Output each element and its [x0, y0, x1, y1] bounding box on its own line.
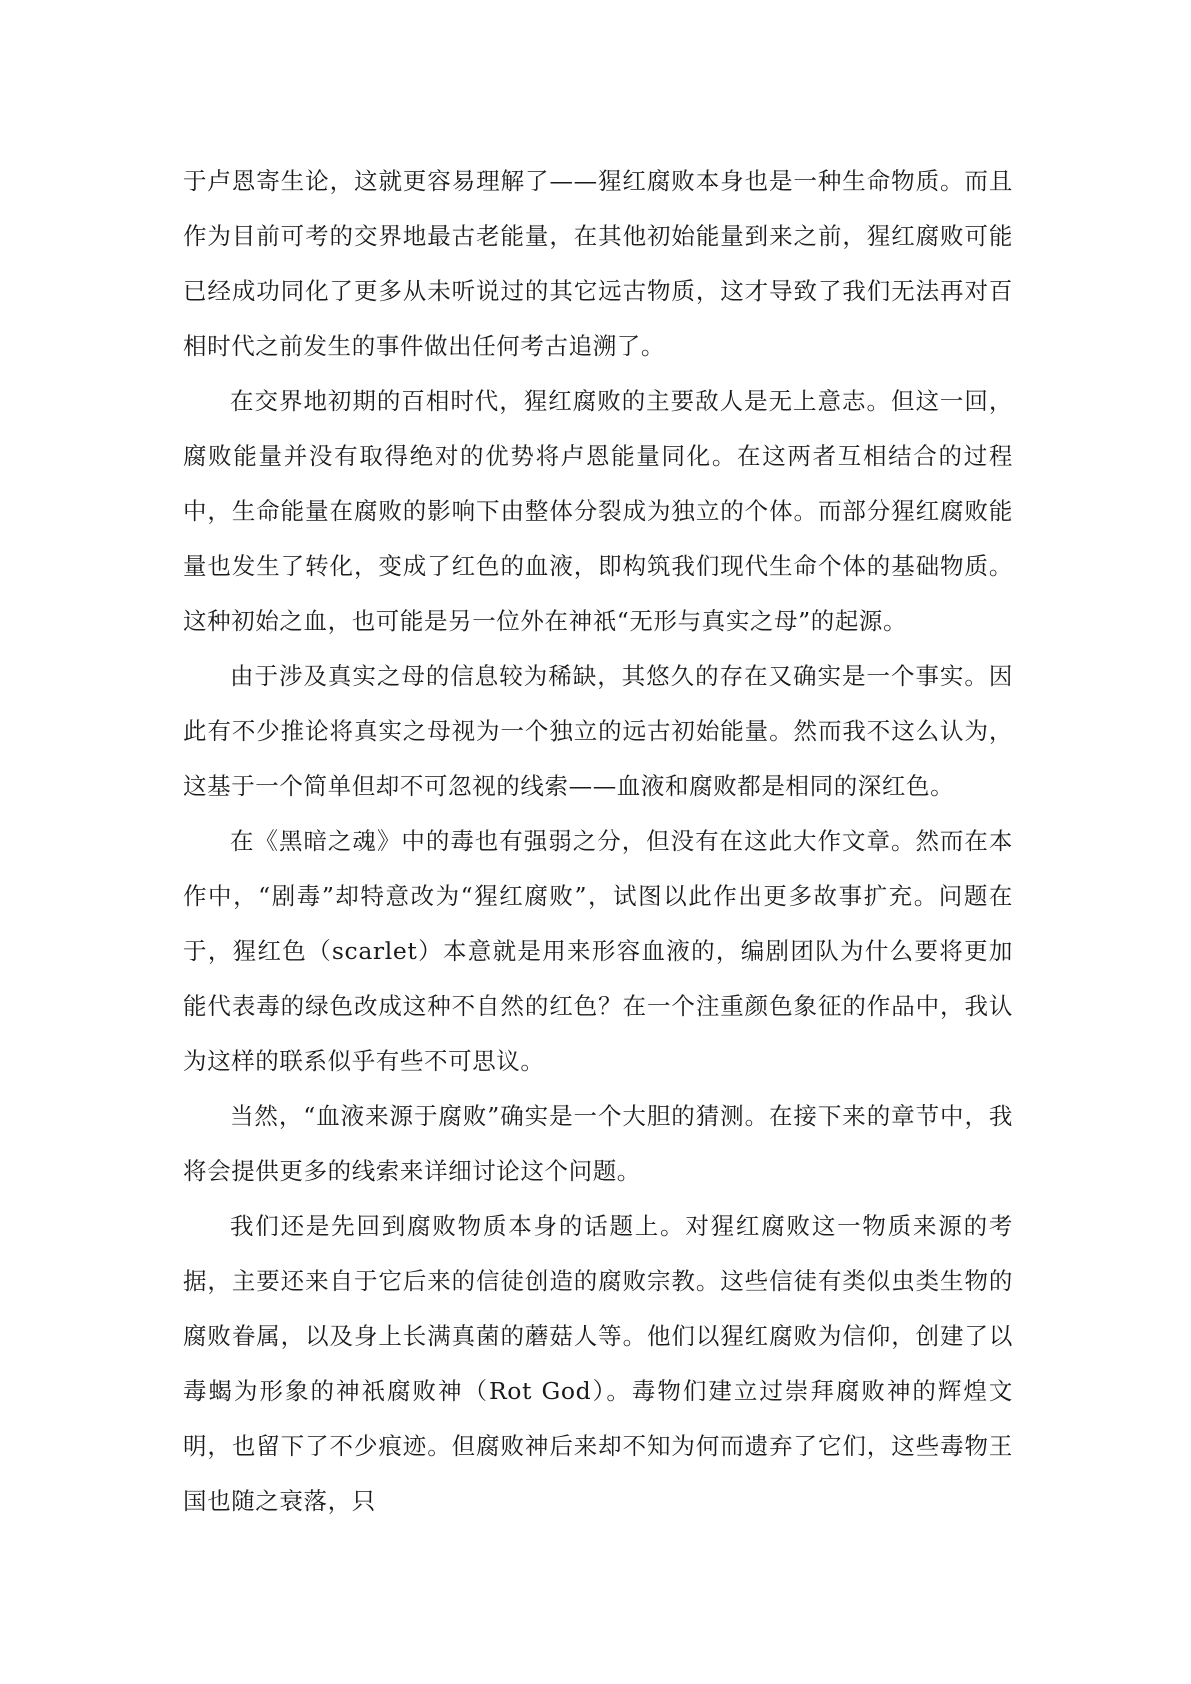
body-text — [183, 154, 1013, 1529]
paragraph-5: 当然，“血液来源于腐败”确实是一个大胆的猜测。在接下来的章节中，我将会提供更多的线索来详细讨论这个问题。 — [183, 1102, 1013, 1185]
paragraph-6: 我们还是先回到腐败物质本身的话题上。对猩红腐败这一物质来源的考据，主要还来自于它后来的信徒创造的腐败宗教。这些信徒有类似虫类生物的腐败眷属，以及身上长满真菌的蘑菇人等。他们以猩红腐败为信仰，创建了以毒蝎为形象的神祇腐败神（Rot God）。毒物们建立过崇拜腐败神的辉煌文明，也留下了不少痕迹。但腐败神后来却不知为何而遗弃了它们，这些毒物王国也随之衰落，只 — [183, 1212, 1013, 1515]
paragraph-1: 于卢恩寄生论，这就更容易理解了——猩红腐败本身也是一种生命物质。而且作为目前可考的交界地最古老能量，在其他初始能量到来之前，猩红腐败可能已经成功同化了更多从未听说过的其它远古物质，这才导致了我们无法再对百相时代之前发生的事件做出任何考古追溯了。 — [183, 167, 1013, 360]
paragraph-4: 在《黑暗之魂》中的毒也有强弱之分，但没有在这此大作文章。然而在本作中，“剧毒”却特意改为“猩红腐败”，试图以此作出更多故事扩充。问题在于，猩红色（scarlet）本意就是用来形容血液的，编剧团队为什么要将更加能代表毒的绿色改成这种不自然的红色？在一个注重颜色象征的作品中，我认为这样的联系似乎有些不可思议。 — [183, 827, 1013, 1075]
paragraph-3: 由于涉及真实之母的信息较为稀缺，其悠久的存在又确实是一个事实。因此有不少推论将真实之母视为一个独立的远古初始能量。然而我不这么认为，这基于一个简单但却不可忽视的线索——血液和腐败都是相同的深红色。 — [183, 662, 1013, 800]
paragraph-2: 在交界地初期的百相时代，猩红腐败的主要敌人是无上意志。但这一回，腐败能量并没有取得绝对的优势将卢恩能量同化。在这两者互相结合的过程中，生命能量在腐败的影响下由整体分裂成为独立的个体。而部分猩红腐败能量也发生了转化，变成了红色的血液，即构筑我们现代生命个体的基础物质。这种初始之血，也可能是另一位外在神祇“无形与真实之母”的起源。 — [183, 387, 1013, 635]
